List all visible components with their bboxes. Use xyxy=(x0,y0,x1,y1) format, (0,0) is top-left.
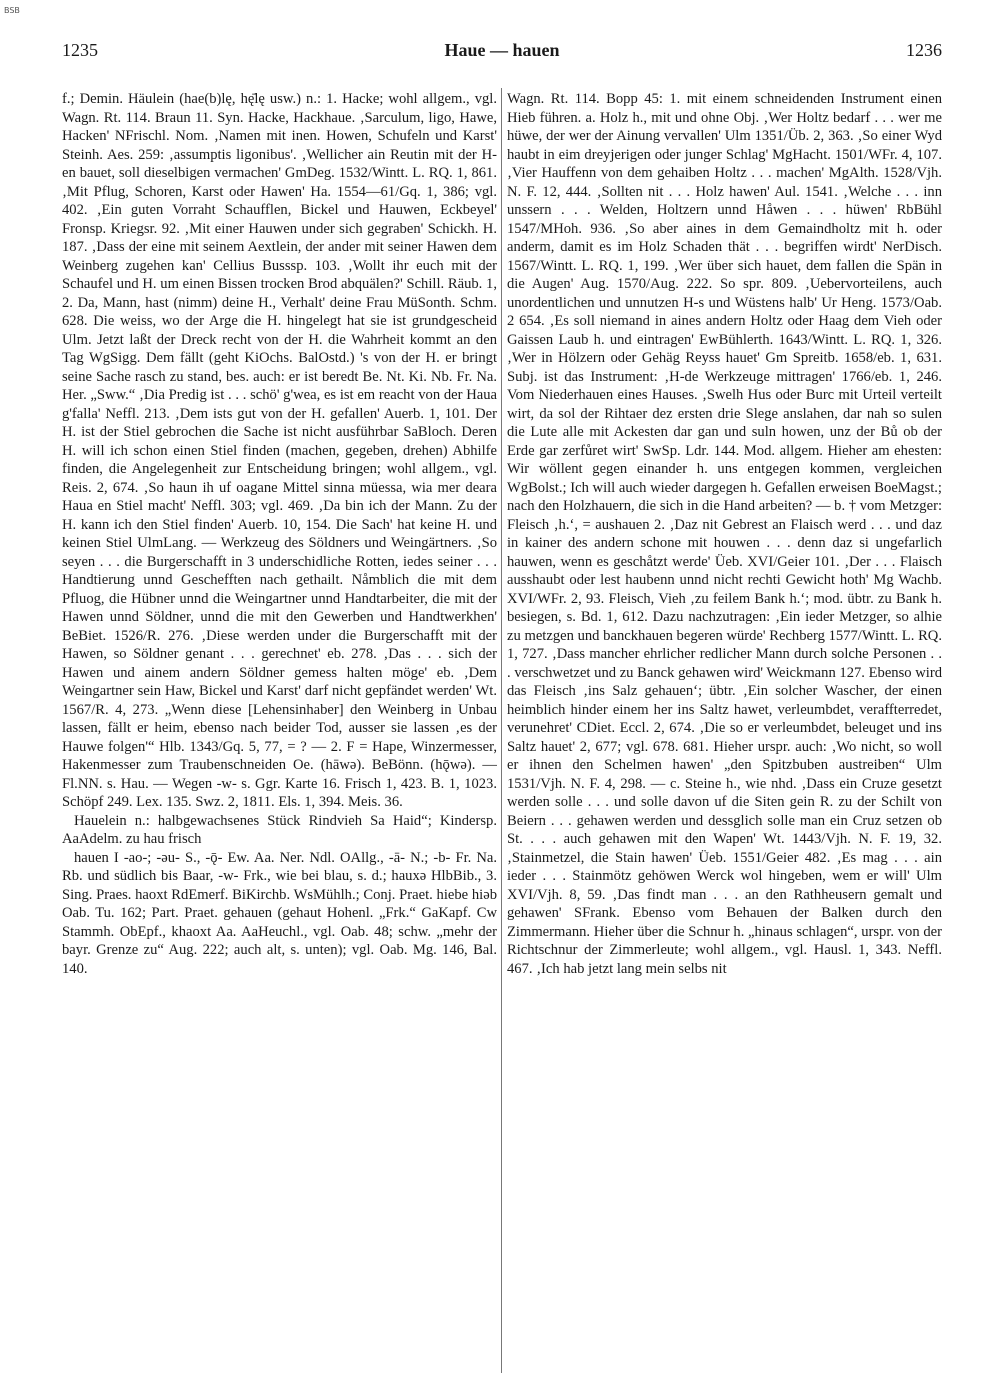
running-title: Haue — hauen xyxy=(444,40,560,60)
right-column xyxy=(507,90,942,1375)
left-column xyxy=(62,90,497,1375)
column-divider xyxy=(501,88,502,1373)
page-number-left: 1235 xyxy=(62,40,98,60)
entry-haue-continued: f.; Demin. Häulein (hae(b)lę, hę̄lę usw.) n.: 1. Hacke; wohl allgem., vgl. Wagn. Rt. 114. Braun 11. Syn. Hacke, Hackhaue. ‚Sarculum, ligo, Hawe, Hacken' NFrischl. Nom. ‚Namen mit inen. Howen, Schufeln und Karst' Steinh. Aes. 259: ‚assumptis ligonibus'. ‚Wellicher ain Reutin mit der H-en bauet, soll dieselbigen vermachen' GmDeg. 1532/Wintt. L. RQ. 1, 861. ‚Mit Pflug, Schoren, Karst oder Hawen' Ha. 1554—61/Gq. 1, 386; vgl. 402. ‚Ein guten Vorraht Schaufflen, Bickel und Hauwen, Eckbeyel' Fronsp. Kriegsr. 92. ‚Mit einer Hauwen under sich gegraben' Schickh. H. 187. ‚Dass der eine mit seinem Aextlein, der ander mit seiner Hawen dem Weinberg zugehen kan' Cellius Busssp. 103. ‚Wollt ihr euch mit der Schaufel und H. um einen Bissen trocken Brod abquälen?' Schill. Räub. 1, 2. Da, Mann, hast (nimm) deine H., Verhalt' deine Frau MüSonth. Schm. 628. Die weiss, wo der Arge die H. hingelegt hat sie ist grundgescheid Ulm. Jetzt laßt der Dreck recht von der H. die Wahrheit kommt an den Tag WgSigg. Dem fällt (geht KiOchs. BalOstd.) 's von der H. er bringt seine Sache rasch zu stand, bes. auch: er ist beredt Be. Nt. Ki. Nb. Fr. Na. Her. „Sww.“ ‚Dia Predig ist . . . schö' g'wea, es ist em reacht von der Haua g'falla' Neffl. 213. ‚Dem ists gut von der H. gefallen' Auerb. 1, 101. Der H. ist der Stiel gebrochen die Sache ist nicht ausführbar SaBloch. Deren H. will ich schon einen Stiel finden (machen, gegeben, drehen) Abhilfe finden, die Angelegenheit zur Entscheidung bringen; wohl allgem., vgl. Reis. 2, 674. ‚So haun ih uf oagane Mittel sinna müessa, wia mer deara Haua en Stiel macht' Neffl. 303; vgl. 469. ‚Da bin ich der Mann. Zu der H. kann ich den Stiel finden' Auerb. 10, 154. Die Sach' hat keine H. und keinen Stiel UlmLang. — Werkzeug des Söldners und Weingärtners. ‚So seyen . . . die Burgerschafft in 3 underschidliche Rotten, iedes seiner . . . Handtierung unnd Geschefften nach gethailt. Nåmblich die mit dem Pfluog, die Hübner unnd die Weingartner unnd Handtarbeiter, die mit der Hawen unnd Söldner, unnd die mit den Gewerben und Handtwerkhen' BeBiet. 1526/R. 276. ‚Diese werden under die Burgerschafft mit der Hawen, so Söldner genant . . . gerechnet' eb. 278. ‚Das . . . sich der Hawen und ainem andern Söldner gemess halten möge' eb. ‚Dem Weingartner sein Haw, Bickel und Karst' darf nicht gepfändet werden' Wt. 1567/R. 4, 273. „Wenn diese [Lehensinhaber] den Weinberg in Unbau lassen, fällt er heim, ebenso nach beider Tod, ausser sie lassen ‚es der Hauwe folgen'“ Hlb. 1343/Gq. 5, 77, = ? — 2. F = Hape, Winzermesser, Hakenmesser zum Traubenschneiden Oe. (hāwə). BeBönn. (hǭwə). — Fl.NN. s. Hau. — Wegen -w- s. Ggr. Karte 16. Frisch 1, 423. B. 1, 1023. Schöpf 249. Lex. 135. Swz. 2, 1811. Els. 1, 394. Meis. 36. xyxy=(62,91,497,810)
entry-hauen-senses: Wagn. Rt. 114. Bopp 45: 1. mit einem schneidenden Instrument einen Hieb führen. a. Holz h., mit und ohne Obj. ‚Wer Holtz bedarf . . . wer me hüwe, der wer der Ainung vervallen' Ulm 1351/Üb. 2, 363. ‚So einer Wyd haubt in eim dreyjerigen oder junger Schlag' MgHacht. 1501/WFr. 4, 107. ‚Vier Hauffenn von dem gehaiben Holtz . . . machen' MgAlth. 1528/Vjh. N. F. 12, 444. ‚Sollten nit . . . Holz hawen' Aul. 1541. ‚Welche . . . inn unssern . . . Welden, Holtzern unnd Håwen . . . hüwen' RbBühl 1547/MHoh. 936. ‚So aber aines in dem Gemaindholtz mit h. oder anderm, damit es im Holz Schaden thät . . . begriffen wirdt' NerDisch. 1567/Wintt. L. RQ. 1, 199. ‚Wer über sich hauet, dem fallen die Spän in die Augen' Aug. 1570/Aug. 222. So spr. 809. ‚Uebervorteilens, auch unordentlichen und unnutzen H-s und Wüstens halb' Ur Heng. 1573/Oab. 2 654. ‚Es soll niemand in aines andern Holtz oder Haag dem Vieh oder Gaissen Laub h. und eintragen' EwBühlerth. 1643/Wintt. L. RQ. 1, 326. ‚Wer in Hölzern oder Gehäg Reyss hauet' Gm Spreitb. 1658/eb. 1, 631. Subj. ist das Instrument: ‚H-de Werkzeuge mittragen' 1766/eb. 1, 246. Vom Niederhauen eines Hauses. ‚Swelh Hus oder Burc mit Urteil verteilt wirt, da sol der Rihtaer dez ersten drie Slege anslahen, dar nah so sulen die Lute alle mit Ackesten dar gan und suln howen, unz der Bů ob der Erde gar zerfůret wirt' SwSp. Ldr. 144. Mod. allgem. Hieher am ehesten: Wir wöllent gegen einander h. uns entgegen kommen, vergleichen WgBolst.; Ich will auch wieder dargegen h. Gefallen erweisen BoeMagst.; nach den Holzhauern, die sich in die Hand arbeiten? — b. † vom Metzger: Fleisch ‚h.‘, = aushauen 2. ‚Daz nit Gebrest an Flaisch werd . . . und daz in kainer des andern schone mit houwen . . . denn daz si ungefarlich hauwen, wenn es geschåtzt werde' Üeb. XVI/Geier 101. ‚Der . . . Flaisch ausshaubt oder lest haubenn unnd nicht rechti Gewicht hoth' Mg Wachb. XVI/WFr. 2, 93. Fleisch, Vieh ‚zu feilem Bank h.‘; mod. übtr. zu Bank h. besiegen, s. Bd. 1, 612. Dazu nachzutragen: ‚Ein ieder Metzger, so alhie zu metzgen und banckhauen begeren würde' Rechberg 1577/Wintt. L. RQ. 1, 727. ‚Dass mancher ehrlicher redlicher Mann durch solche Personen . . . verschwetzet und zu Banck gehawen wird' Weickmann 127. Ebenso wird das Fleisch ‚ins Salz gehauen‘; übtr. ‚Ein solcher Wascher, der einen heimblich hinder einem her ins Saltz hawet, verleumbdet, veraffterredet, verunehret' CDiet. Eccl. 2, 674. ‚Die so er verleumbdet, beleuget und ins Saltz hauet' 2, 677; vgl. 678. 681. Hieher urspr. auch: ‚Wo nicht, so woll er ihnen den Schelmen hawen' „den Spitzbuben austreiben“ Ulm 1531/Vjh. N. F. 4, 298. — c. Steine h., wie nhd. ‚Dass ein Cruze gesetzt werden solle . . . und solle davon uf die Siten gein R. zu der Schilt von Beiern . . . gehawen werden und dessglich solle man ein Cruz setzen ob St. . . . auch gehawen mit den Wapen' Wt. 1443/Vjh. N. F. 19, 32. ‚Stainmetzel, die Stain hawen' Üeb. 1551/Geier 482. ‚Es mag . . . ain ieder . . . Stainmötz gehöwen Werck wol hingeben, wem er will' Ulm XVI/Vjh. 8, 59. ‚Das findt man . . . an den Rathheusern gemalt und gehawen' SFrank. Ebenso vom Behauen der Balken durch den Zimmermann. Hieher über die Schnur h. „hinaus schlagen“, urspr. von der Richtschnur der Zimmerleute; wohl allgem., vgl. Hausl. 1, 343. Neffl. 467. ‚Ich hab jetzt lang mein selbs nit xyxy=(507,91,942,977)
page-number-right: 1236 xyxy=(906,40,942,60)
entry-hauelein: Hauelein n.: halbgewachsenes Stück Rindvieh Sa Haid“; Kindersp. AaAdelm. zu hau frisch xyxy=(62,812,497,847)
entry-hauen: hauen I -ao-; -ǝu- S., -ǭ- Ew. Aa. Ner. Ndl. OAllg., -ā- N.; -b- Fr. Na. Rb. und südlich bis Baar, -w- Frk., wie bei blau, s. d.; hauxə HlbBib., 3. Sing. Praes. haoxt RdEmerf. BiKirchb. WsMühlh.; Conj. Praet. hiebe hiəb Oab. Tu. 162; Part. Praet. gehauen (gehaut Hohenl. „Frk.“ GaKapf. Cw Stammh. ObEpf., khaoxt Aa. AaHeuchl., vgl. Oab. 48; schw. „mehr der bayr. Grenze zu“ Aug. 222; auch alt, s. unten); vgl. Oab. Mg. 146, Bal. 140. xyxy=(62,849,497,977)
library-stamp: BSB xyxy=(4,6,20,15)
page-header xyxy=(62,40,942,70)
